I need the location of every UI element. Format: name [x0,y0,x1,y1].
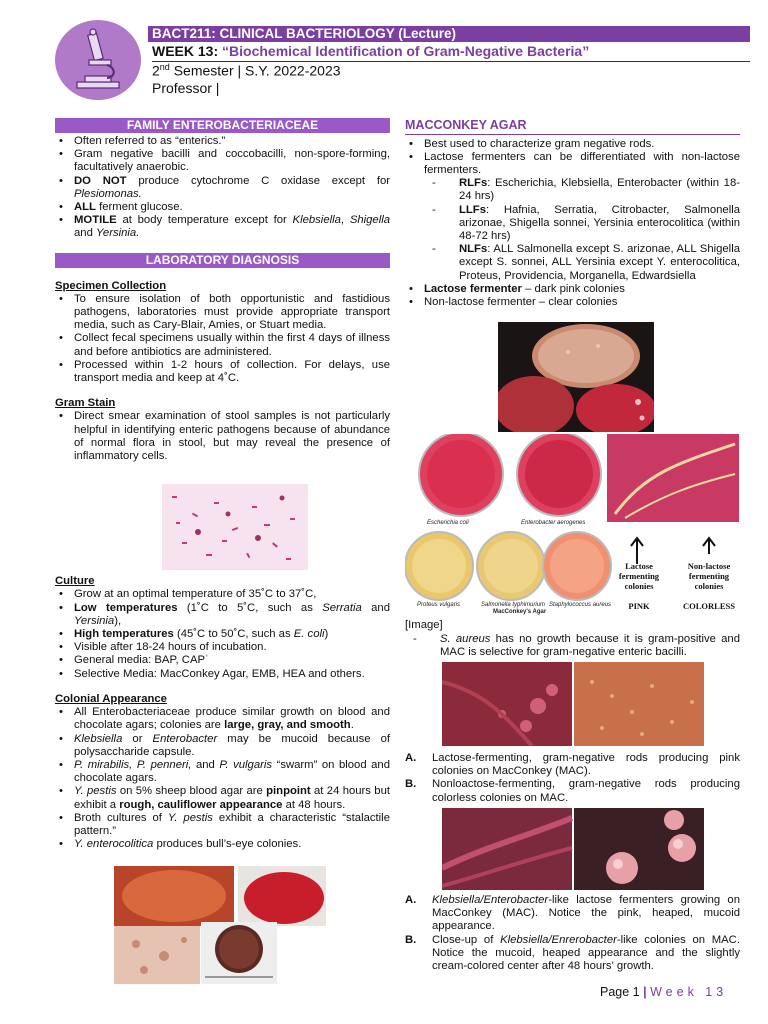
list-item: • High temperatures (45˚C to 50˚C, such as E. coli) [55,628,390,641]
microscope-icon [55,20,141,100]
list-item: • All Enterobacteriaceae produce similar growth on blood and chocolate agars; colonies are large, gray, and smooth. [55,706,390,732]
semester-text: Semester | S.Y. 2022-2023 [169,62,341,79]
mac-klebsiella-photos [442,808,704,890]
lactose-fermenting-label: Lactose fermenting colonies [618,561,660,591]
plate-label-staph: Staphylococcus aureus [549,602,612,608]
list-item: • Processed within 1-2 hours of collection. For delays, use transport media and keep at 4˚C. [55,359,390,385]
page-footer [600,985,727,1000]
aureus-note [405,619,740,660]
macconkey-plates-photo [498,322,654,432]
caption-list [405,894,740,973]
plate-label-vulgaris: Proteus vulgaris [417,602,461,608]
semester-line [152,62,341,79]
list-item: - S. aureus has no growth because it is gram-positive and MAC is selective for gram-negative enteric bacilli. [405,633,740,659]
list-item: - NLFs: ALL Salmonella except S. arizonae, ALL Shigella except S. sonnei, ALL Yersinia except Y. enterocolitica, Proteus, Providencia, Morganella, Edwardsiella [424,243,740,283]
microscope-logo [55,20,141,100]
footer-separator: | [643,985,647,999]
list-item: • MOTILE at body temperature except for Klebsiella, Shigella and Yersinia. [55,214,390,240]
list-item: A. Klebsiella/Enterobacter-like lactose fermenters growing on MacConkey (MAC). Notice the pink, heaped, mucoid appearance. [405,894,740,933]
list-item: • Often referred to as “enterics.” [55,135,390,148]
colonial-image-3 [201,922,277,984]
culture-list [55,588,390,680]
caption-list [405,752,740,805]
list-item: • Selective Media: MacConkey Agar, EMB, HEA and others. [55,668,390,681]
culture-heading: Culture [55,575,95,588]
page-number: Page 1 [600,985,640,999]
semester-suffix: nd [159,62,170,72]
list-item: • ALL ferment glucose. [55,201,390,214]
semester-number: 2 [152,62,160,79]
colonial-heading: Colonial Appearance [55,692,167,705]
list-item: • DO NOT produce cytochrome C oxidase except for Plesiomonas. [55,175,390,201]
list-item: • Grow at an optimal temperature of 35˚C to 37˚C, [55,588,390,601]
list-item: • P. mirabilis, P. penneri, and P. vulgaris “swarm” on blood and chocolate agars. [55,759,390,785]
gram-stain-heading: Gram Stain [55,397,116,410]
colorless-label: COLORLESS [683,601,735,611]
list-item: • Best used to characterize gram negative rods. [405,138,740,151]
list-item: • Lactose fermenters can be differentiated with non-lactose fermenters. - RLFs: Escherichia, Klebsiella, Enterobacter (within 18-24 hrs) - LLFs: Hafnia, Serratia, Citrobacter, Salmonella arizonae, Shigella sonnei, Yersinia enterocolitica (within 48-72 hrs) - NLFs: ALL Salmonella except S. arizonae, ALL Shigella except S. sonnei, ALL Yersinia except Y. enterocolitica, Proteus, Providencia, Morganella, Edwardsiella [405,151,740,283]
specimen-heading: Specimen Collection [55,279,167,292]
list-item: • Broth cultures of Y. pestis exhibit a characteristic “stalactile pattern.” [55,812,390,838]
pink-label: PINK [628,601,650,611]
professor-line: Professor | [152,80,220,96]
list-item: • Visible after 18-24 hours of incubation. [55,641,390,654]
macconkey-agar-caption: MacConkey's Agar [493,609,547,615]
aureus-list [405,633,740,659]
footer-week: Week 13 [650,985,728,999]
list-item: • General media: BAP, CAPˈ [55,654,390,667]
plate-label-ecoli: Escherichia coli [427,520,469,526]
list-item: • Lactose fermenter – dark pink colonies [405,283,740,296]
colonial-list [55,706,390,851]
family-list [55,135,390,241]
list-item: • Klebsiella or Enterobacter may be mucoid because of polysaccharide capsule. [55,733,390,759]
list-item: B. Nonloactose-fermenting, gram-negative rods producing colorless colonies on MAC. [405,778,740,804]
list-item: • To ensure isolation of both opportunistic and fastidious pathogens, laboratories must provide appropriate transport media, such as Cary-Blair, Amies, or Stuart media. [55,293,390,333]
colonial-image-2 [114,926,200,984]
family-heading: FAMILY ENTEROBACTERIACEAE [55,118,390,133]
week-title [152,43,589,59]
macconkey-heading: MACCONKEY AGAR [405,118,740,135]
week-topic: “Biochemical Identification of Gram-Negative Bacteria” [222,43,590,59]
course-title-bar: BACT211: CLINICAL BACTERIOLOGY (Lecture) [148,26,750,42]
macconkey-list [405,138,740,310]
week-label: WEEK 13: [152,43,219,59]
list-item: • Gram negative bacilli and coccobacilli, non-spore-forming, facultatively anaerobic. [55,148,390,174]
list-item: • Y. enterocolitica produces bull’s-eye colonies. [55,838,390,851]
list-item: • Direct smear examination of stool samples is not particularly helpful in identifying enteric pathogens because of abundance of normal flora in stool, but may reveal the presence of inflammatory cells. [55,410,390,463]
list-item: • Non-lactose fermenter – clear colonies [405,296,740,309]
macconkey-agar-figure [405,434,740,616]
fermenter-sublist [424,177,740,283]
mac-lactose-photos [442,662,704,746]
mac-captions-1 [405,752,740,805]
list-item: • Collect fecal specimens usually within the first 4 days of illness and before antibiotics are administered. [55,332,390,358]
list-item: - LLFs: Hafnia, Serratia, Citrobacter, Salmonella arizonae, Shigella sonnei, Yersinia enterocolitica (within 48-72 hrs) [424,204,740,244]
mac-captions-2 [405,894,740,973]
colonial-image-1 [114,866,326,926]
image-tag: [Image] [405,619,443,631]
list-item: • Low temperatures (1˚C to 5˚C, such as Serratia and Yersinia), [55,602,390,628]
list-item: A. Lactose-fermenting, gram-negative rods producing pink colonies on MacConkey (MAC). [405,752,740,778]
list-item: - RLFs: Escherichia, Klebsiella, Enterobacter (within 18-24 hrs) [424,177,740,203]
right-column [405,118,740,309]
plate-label-aerogenes: Enterobacter aerogenes [521,520,586,526]
list-item: B. Close-up of Klebsiella/Enrerobacter-like colonies on MAC. Notice the mucoid, heaped appearance and the slightly cream-colored center after 48 hours' growth. [405,933,740,973]
gram-stain-image [162,484,308,570]
gram-stain-list [55,410,390,463]
plate-label-typhimurium: Salmonella typhimurium [481,602,546,608]
specimen-list [55,293,390,385]
lab-diagnosis-heading: LABORATORY DIAGNOSIS [55,253,390,268]
list-item: • Y. pestis on 5% sheep blood agar are pinpoint at 24 hours but exhibit a rough, cauliflower appearance at 48 hours. [55,785,390,811]
non-lactose-fermenting-label: Non-lactose fermenting colonies [687,561,731,591]
